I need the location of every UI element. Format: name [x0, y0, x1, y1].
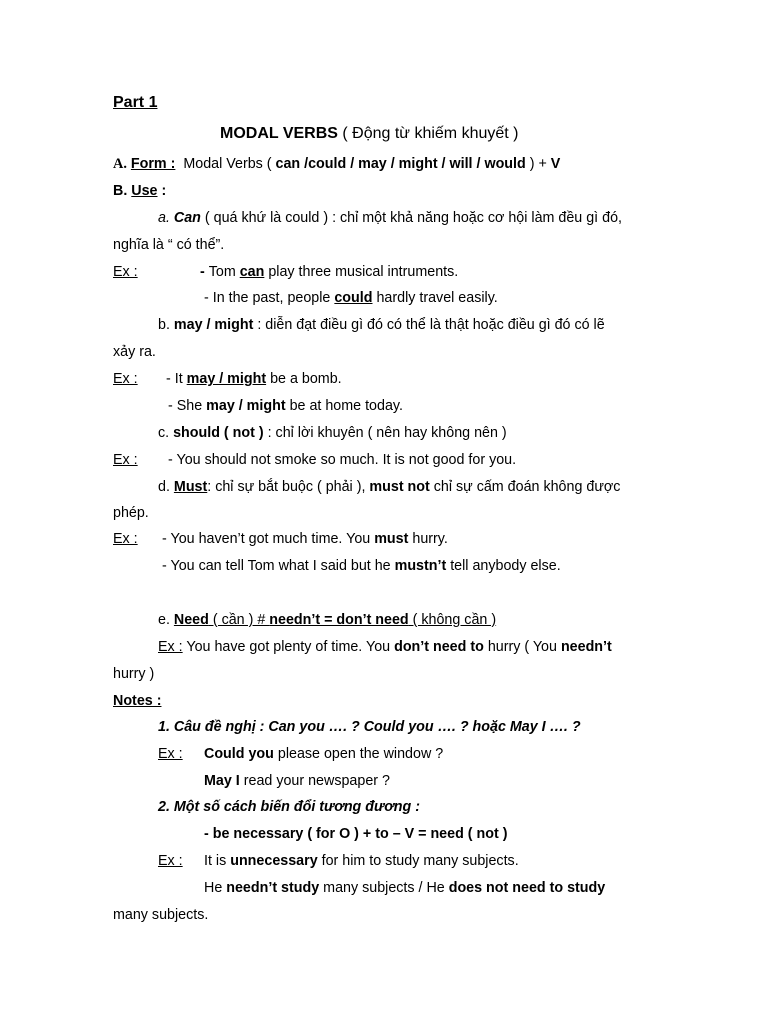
note-1-example-1: Could you please open the window ?	[204, 746, 444, 762]
must-example-2: - You can tell Tom what I said but he mustn’t tell anybody else.	[162, 558, 561, 574]
must-definition-line2: phép.	[113, 505, 149, 521]
form-line: A. Form : Modal Verbs ( can /could / may / might / will / would ) + V	[113, 156, 561, 172]
may-example-1: - It may / might be a bomb.	[166, 371, 342, 387]
must-example-1: - You haven’t got much time. You must hurry.	[162, 531, 448, 547]
note-1-example-2: May I read your newspaper ?	[204, 773, 390, 789]
note-2-rule: - be necessary ( for O ) + to – V = need ( not )	[204, 826, 508, 842]
use-heading: B. Use :	[113, 183, 167, 199]
must-example-label: Ex :	[113, 531, 138, 547]
note-2-example-2-cont: many subjects.	[113, 907, 209, 923]
should-example-label: Ex :	[113, 452, 138, 468]
must-definition-line1: d. Must: chỉ sự bắt buộc ( phải ), must not chỉ sự cấm đoán không được	[158, 479, 621, 495]
note-1: 1. Câu đề nghị : Can you …. ? Could you …. ? hoặc May I …. ?	[158, 719, 581, 735]
part-heading: Part 1	[113, 94, 158, 111]
should-example-1: - You should not smoke so much. It is not good for you.	[168, 452, 517, 468]
can-example-2: - In the past, people could hardly travel easily.	[204, 290, 498, 306]
can-example-label: Ex :	[113, 264, 138, 280]
note-2: 2. Một số cách biến đổi tương đương :	[158, 799, 421, 815]
may-example-label: Ex :	[113, 371, 138, 387]
note-2-example-1: It is unnecessary for him to study many subjects.	[204, 853, 519, 869]
need-definition: e. Need ( cần ) # needn’t = don’t need ( không cần )	[158, 612, 497, 628]
page-title: MODAL VERBS ( Động từ khiếm khuyết )	[220, 125, 519, 142]
can-definition-line1: a. Can ( quá khứ là could ) : chỉ một khả năng hoặc cơ hội làm đều gì đó,	[158, 210, 623, 226]
may-example-2: - She may / might be at home today.	[168, 398, 403, 414]
note-2-example-label: Ex :	[158, 853, 183, 869]
may-definition-line1: b. may / might : diễn đạt điều gì đó có thể là thật hoặc điều gì đó có lẽ	[158, 317, 605, 333]
should-definition: c. should ( not ) : chỉ lời khuyên ( nên hay không nên )	[158, 425, 507, 441]
need-example-1: Ex : You have got plenty of time. You don’t need to hurry ( You needn’t	[158, 639, 612, 655]
may-definition-line2: xảy ra.	[113, 344, 156, 360]
note-2-example-2: He needn’t study many subjects / He does not need to study	[204, 880, 606, 896]
note-1-example-label: Ex :	[158, 746, 183, 762]
notes-heading: Notes :	[113, 693, 162, 709]
can-example-1: - Tom can play three musical intruments.	[200, 264, 459, 280]
need-example-1-cont: hurry )	[113, 666, 155, 682]
can-definition-line2: nghĩa là “ có thể”.	[113, 237, 225, 253]
